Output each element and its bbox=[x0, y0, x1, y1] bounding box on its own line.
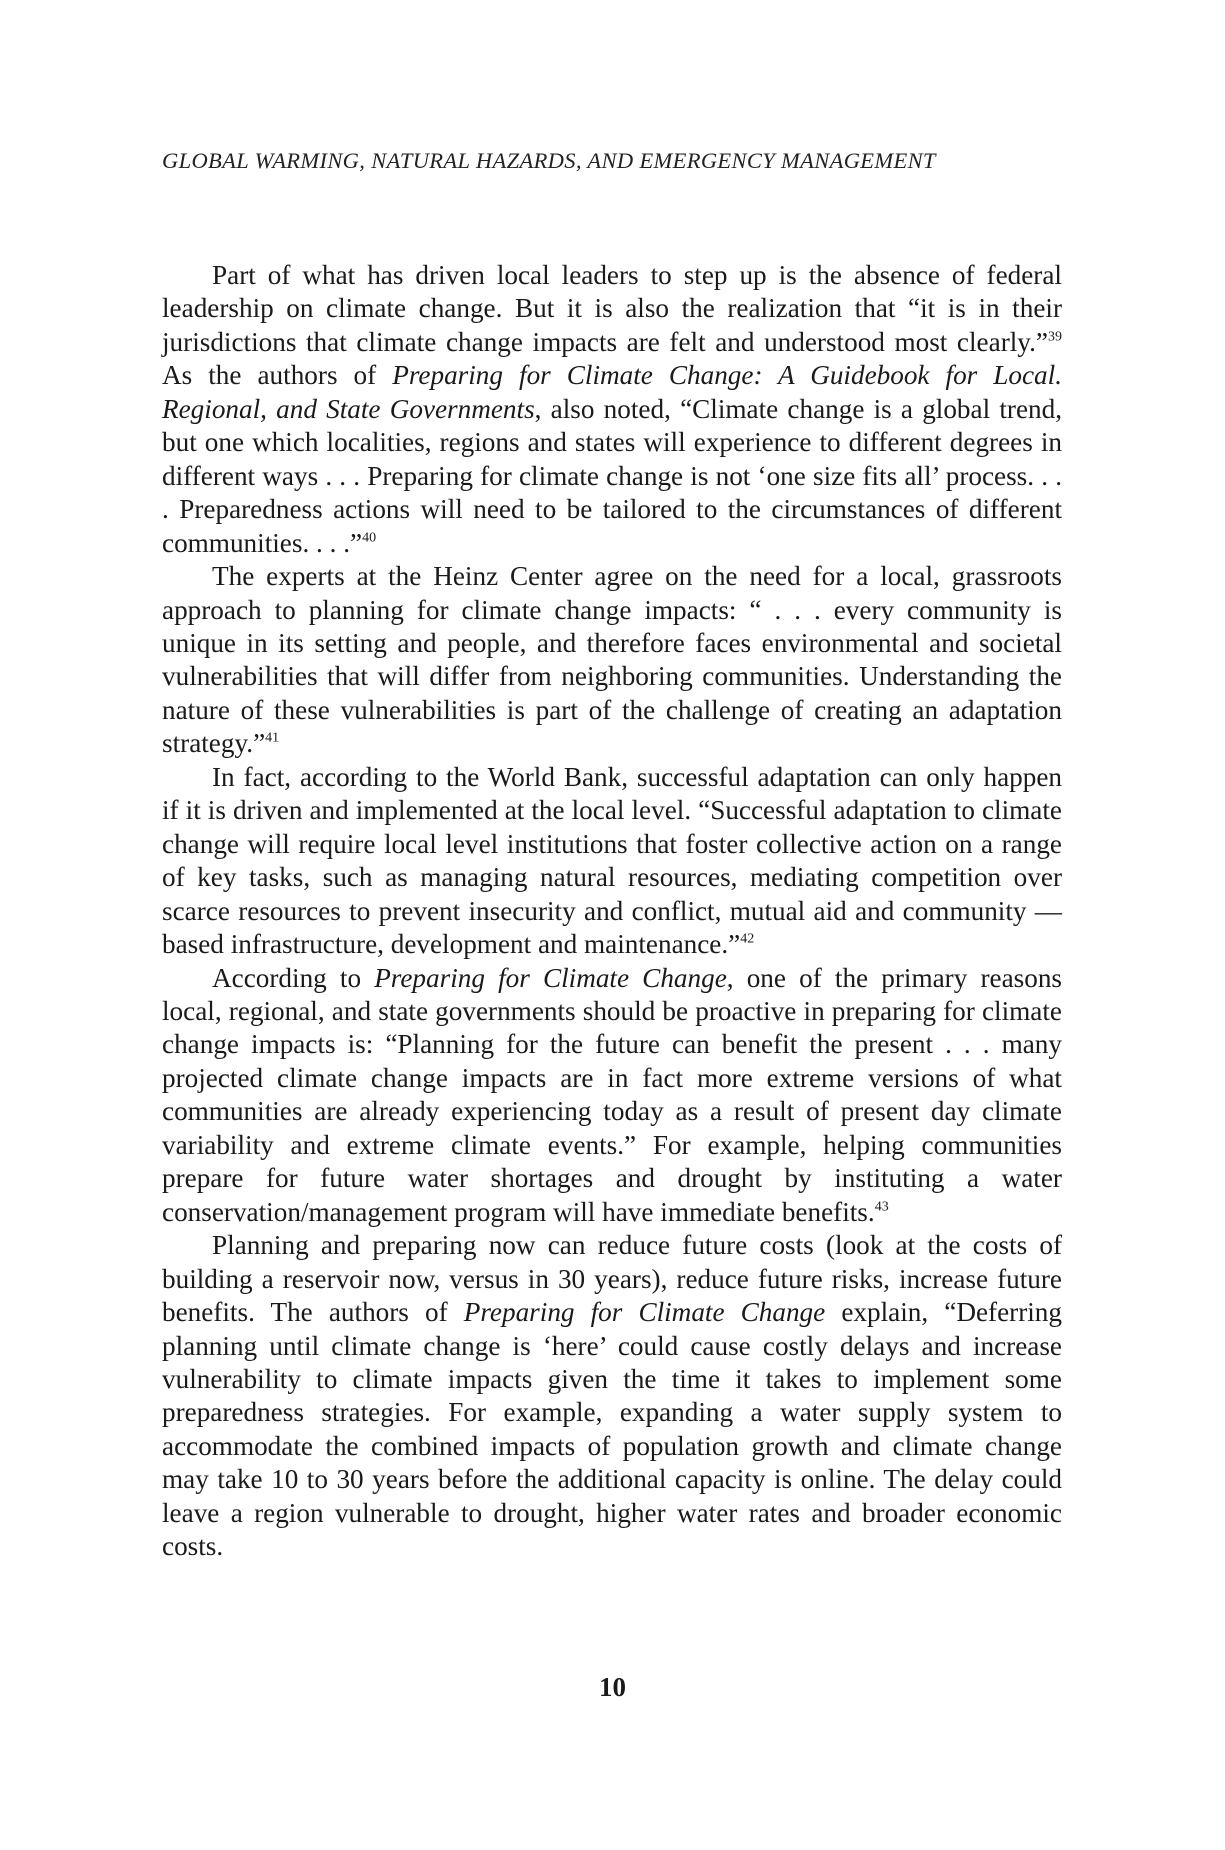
text-run: , also noted, “Climate change is a global trend, but one which localities, regions and states will experience to different degrees in different ways . . . Preparing for climate change is not ‘one size fits all’ process. . . . Preparedness actions will need to be tailored to the circumstances of different communities. . . .” bbox=[162, 393, 1063, 558]
text-run: Part of what has driven local leaders to step up is the absence of federal leadership on climate change. But it is also the realization that “it is in their jurisdictions that climate change impacts are felt and understood most clearly.” bbox=[162, 260, 1062, 357]
text-run: , one of the primary reasons local, regional, and state governments should be proactive in preparing for climate change impacts is: “Planning for the future can benefit the present . . . many projected climate change impacts are in fact more extreme versions of what communities are already experiencing today as a result of present day climate variability and extreme climate events.” For example, helping communities prepare for future water shortages and drought by instituting a water conservation/management program will have immediate benefits. bbox=[162, 962, 1062, 1227]
text-run: In fact, according to the World Bank, successful adaptation can only happen if it is driven and implemented at the local level. “Successful adaptation to climate change will require local level institutions that foster collective action on a range of key tasks, such as managing natural resources, mediating competition over scarce resources to prevent insecurity and conflict, mutual aid and community — based infrastructure, development and maintenance.” bbox=[162, 761, 1062, 960]
book-title: Preparing for Climate Change bbox=[463, 1297, 826, 1328]
paragraph bbox=[162, 560, 1062, 761]
paragraph bbox=[162, 259, 1062, 560]
book-title: Preparing for Climate Change bbox=[374, 962, 727, 993]
paragraph bbox=[162, 1229, 1062, 1564]
footnote-ref: 43 bbox=[874, 1199, 889, 1215]
text-run: According to bbox=[212, 962, 375, 993]
footnote-ref: 41 bbox=[265, 730, 280, 746]
body-text bbox=[162, 259, 1062, 1564]
text-run: Planning and preparing now can reduce future costs (look at the costs of building a reservoir now, versus in 30 years), reduce future risks, increase future benefits. The authors of bbox=[162, 1230, 1062, 1328]
paragraph bbox=[162, 761, 1062, 962]
text-run: The experts at the Heinz Center agree on the need for a local, grassroots approach to planning for climate change impacts: “ . . . every community is unique in its setting and people, and therefore faces environmental and societal vulnerabilities that will differ from neighboring communities. Understanding the nature of these vulnerabilities is part of the challenge of creating an adaptation strategy.” bbox=[162, 561, 1062, 759]
running-head: GLOBAL WARMING, NATURAL HAZARDS, AND EMERGENCY MANAGEMENT bbox=[162, 148, 936, 173]
text-run: As the authors of bbox=[162, 360, 393, 391]
footnote-ref: 40 bbox=[362, 530, 377, 546]
book-title: Preparing for Climate Change: A Guidebook for Local. Regional, and State Governments bbox=[162, 360, 1062, 424]
footnote-ref: 39 bbox=[1048, 329, 1062, 345]
page-number: 10 bbox=[599, 1672, 626, 1702]
footnote-ref: 42 bbox=[740, 931, 755, 947]
text-run: explain, “Deferring planning until climate change is ‘here’ could cause costly delays and increase vulnerability to climate impacts given the time it takes to implement some preparedness strategies. For example, expanding a water supply system to accommodate the combined impacts of population growth and climate change may take 10 to 30 years before the additional capacity is online. The delay could leave a region vulnerable to drought, higher water rates and broader economic costs. bbox=[162, 1297, 1062, 1562]
paragraph bbox=[162, 962, 1062, 1230]
